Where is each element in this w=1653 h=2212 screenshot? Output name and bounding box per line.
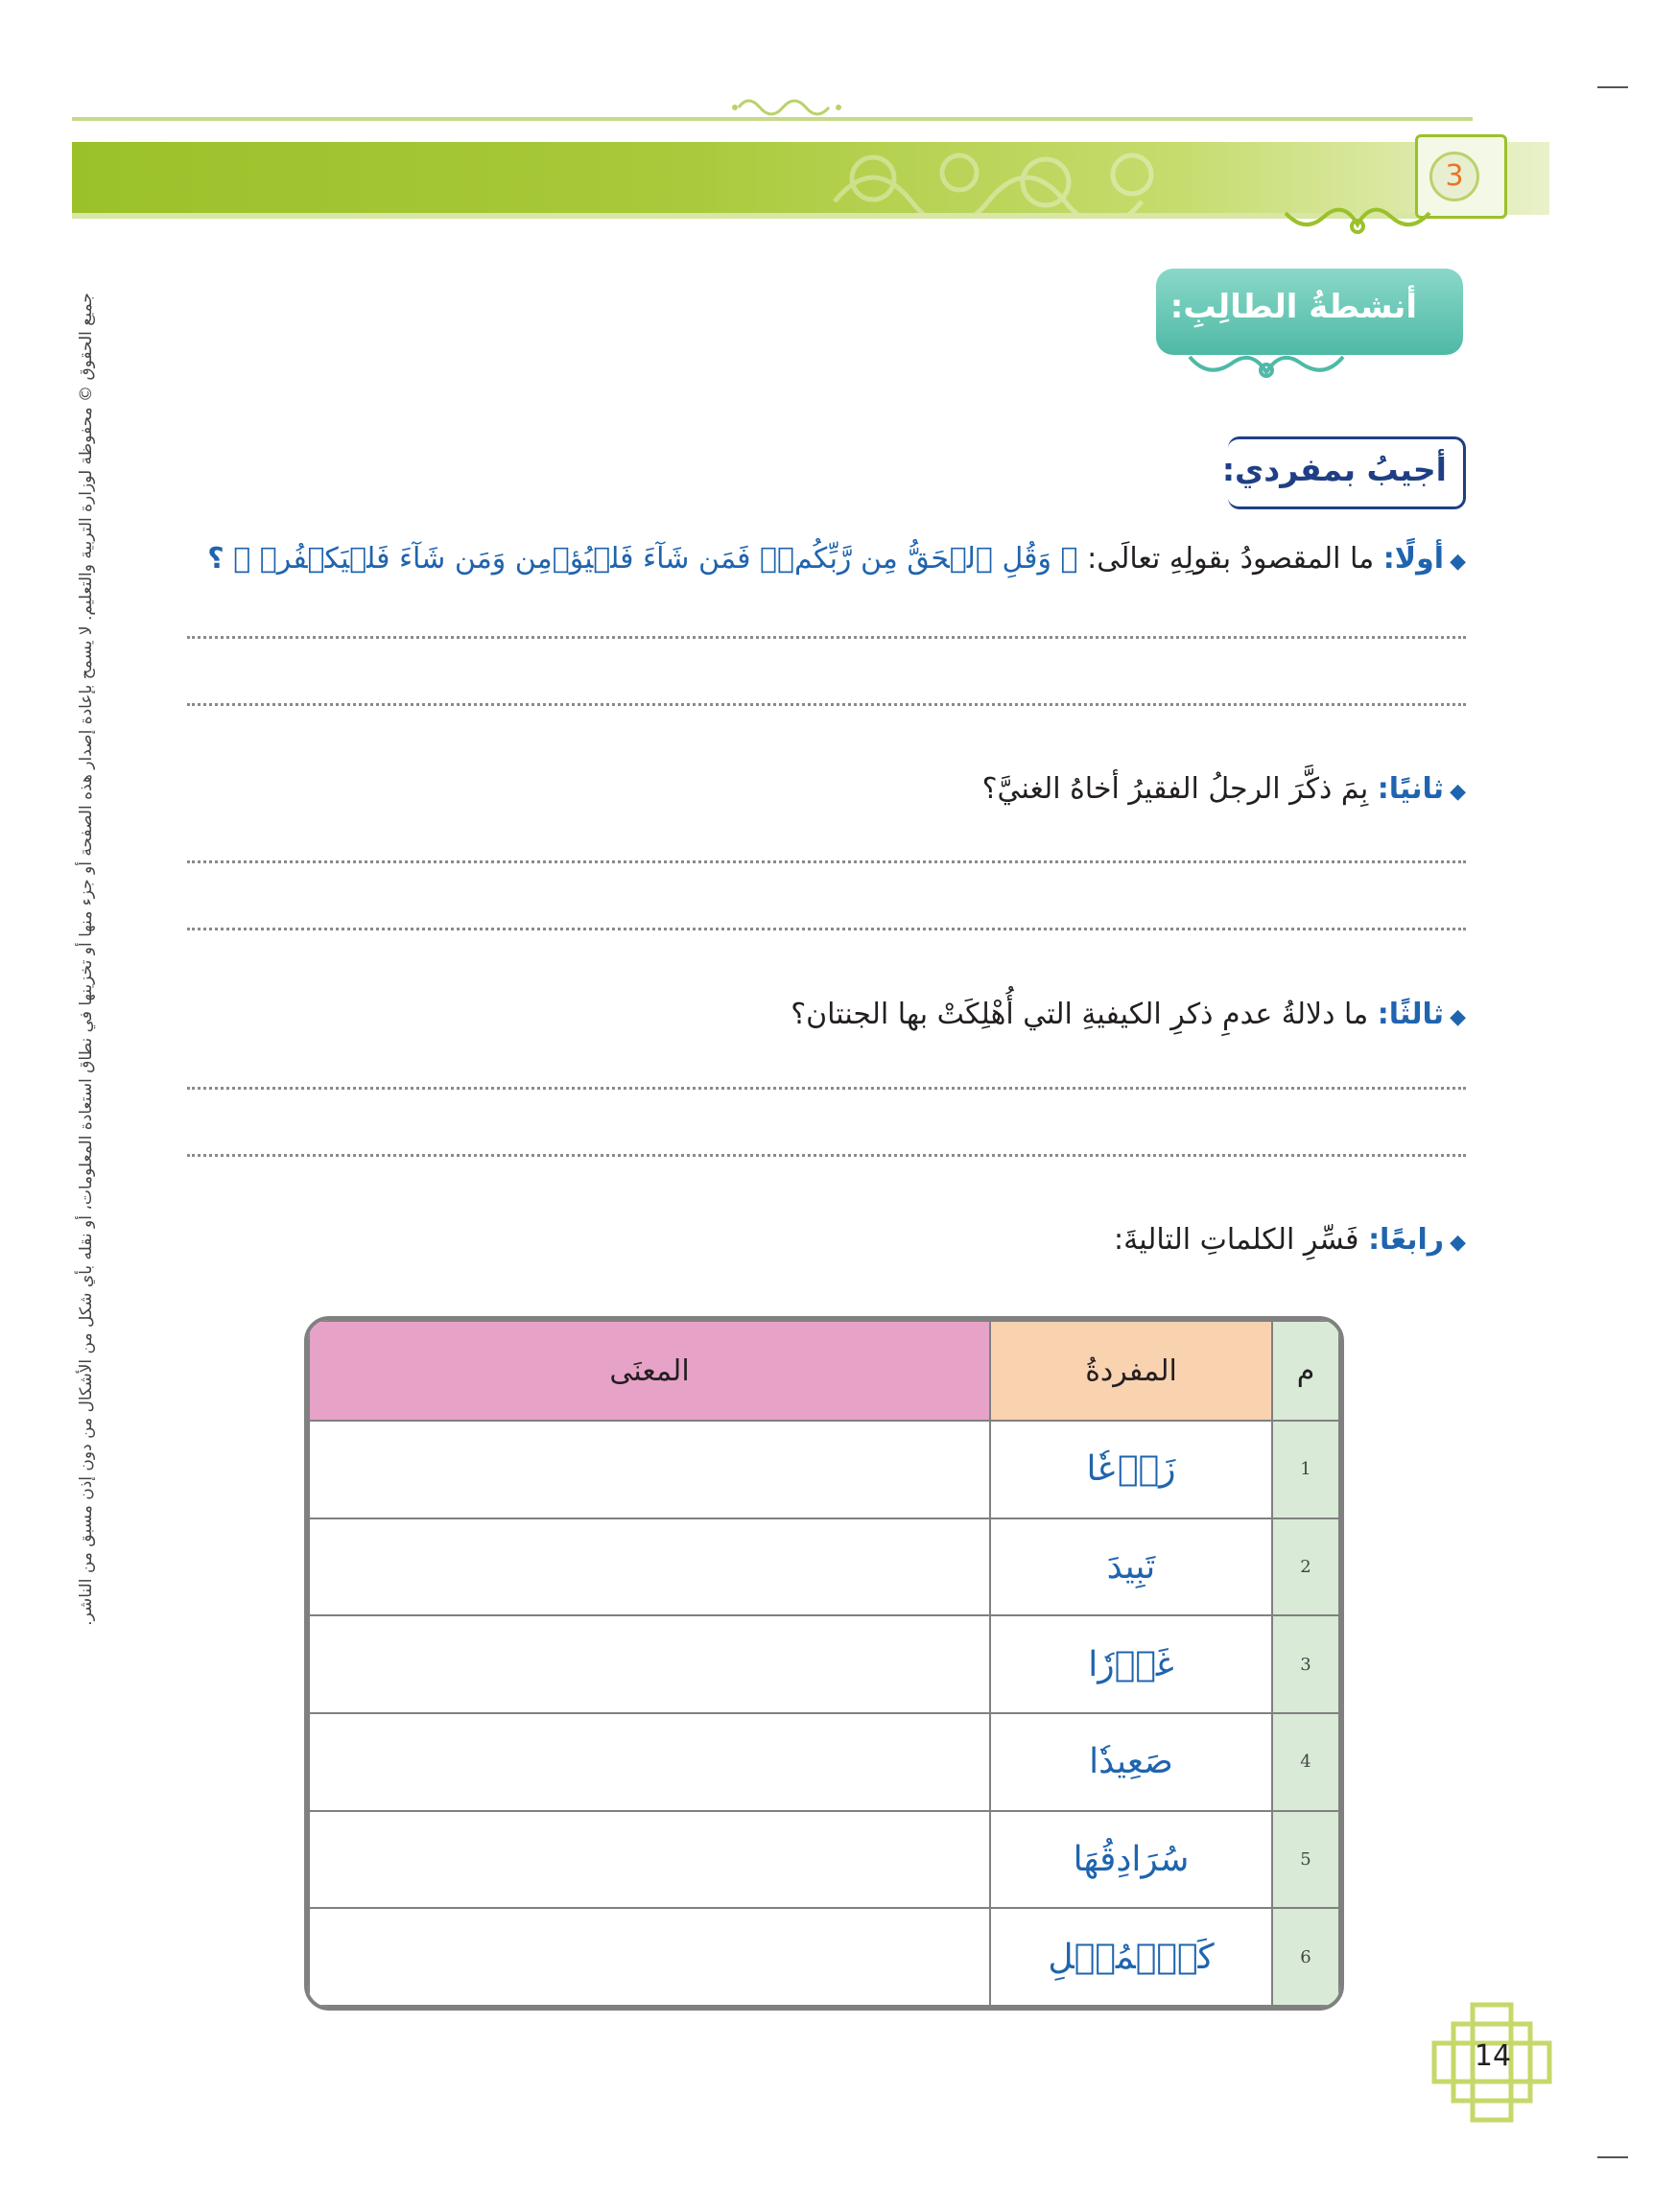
table-row bbox=[309, 1811, 1339, 1909]
answer-line[interactable] bbox=[187, 860, 1466, 863]
bullet-diamond-icon: ◆ bbox=[1450, 550, 1466, 574]
row-meaning-cell[interactable] bbox=[309, 1518, 990, 1616]
header-swirl-pattern-icon bbox=[815, 144, 1218, 213]
row-word: غَوۡرٗا bbox=[990, 1615, 1272, 1713]
table-row bbox=[309, 1518, 1339, 1616]
table-row bbox=[309, 1421, 1339, 1518]
answer-line[interactable] bbox=[187, 636, 1466, 639]
row-number: 4 bbox=[1272, 1713, 1339, 1811]
question-1-tail: ؟ bbox=[207, 542, 224, 576]
row-number: 3 bbox=[1272, 1615, 1339, 1713]
row-number: 6 bbox=[1272, 1908, 1339, 2006]
row-word: تَبِيدَ bbox=[990, 1518, 1272, 1616]
table-row bbox=[309, 1615, 1339, 1713]
header-band-shadow bbox=[72, 213, 1482, 219]
question-3 bbox=[791, 998, 1466, 1031]
row-meaning-cell[interactable] bbox=[309, 1615, 990, 1713]
table-row bbox=[309, 1908, 1339, 2006]
question-1-text: ما المقصودُ بقولِهِ تعالَى: bbox=[1087, 542, 1375, 576]
row-word: صَعِيدٗا bbox=[990, 1713, 1272, 1811]
question-1 bbox=[207, 542, 1466, 576]
row-word: سُرَادِقُهَا bbox=[990, 1811, 1272, 1909]
bullet-diamond-icon: ◆ bbox=[1450, 1231, 1466, 1255]
page-number: 14 bbox=[1474, 2039, 1512, 2073]
answer-line[interactable] bbox=[187, 1087, 1466, 1090]
header-word: المفردةُ bbox=[990, 1321, 1272, 1421]
answer-line[interactable] bbox=[187, 703, 1466, 706]
question-3-text: ما دلالةُ عدمِ ذكرِ الكيفيةِ التي أُهْلِكَتْ بها الجنتان؟ bbox=[791, 998, 1369, 1031]
question-4-text: فَسِّرِ الكلماتِ التاليةَ: bbox=[1114, 1223, 1359, 1257]
unit-flourish-icon bbox=[1276, 201, 1439, 236]
question-1-verse: ﴿ وَقُلِ ٱلۡحَقُّ مِن رَّبِّكُمۡۖ فَمَن شَآءَ فَلۡيُؤۡمِن وَمَن شَآءَ فَلۡيَكۡفُرۡ ﴾ bbox=[233, 542, 1078, 576]
crop-mark bbox=[1597, 2156, 1628, 2158]
question-2 bbox=[982, 772, 1466, 806]
row-word: كَٱلۡمُهۡلِ bbox=[990, 1908, 1272, 2006]
row-meaning-cell[interactable] bbox=[309, 1421, 990, 1518]
question-2-text: بِمَ ذكَّرَ الرجلُ الفقيرُ أخاهُ الغنيَّ؟ bbox=[981, 772, 1369, 806]
header-meaning: المعنَى bbox=[309, 1321, 990, 1421]
row-meaning-cell[interactable] bbox=[309, 1713, 990, 1811]
vocab-table bbox=[304, 1316, 1344, 2011]
crop-mark bbox=[1597, 86, 1628, 88]
copyright-notice: جميع الحقوق © محفوظة لوزارة التربية والتعليم. لا يسمح بإعادة إصدار هذه الصفحة أو جزء منها أو تخزينها في نطاق استعادة المعلومات، أو نقله بأي شكل من الأشكال من دون إذن مسبق من الناشر. bbox=[77, 293, 96, 1626]
row-number: 2 bbox=[1272, 1518, 1339, 1616]
activity-badge bbox=[1156, 269, 1463, 355]
activity-ornament-icon bbox=[1180, 347, 1353, 382]
header-number: م bbox=[1272, 1321, 1339, 1421]
row-meaning-cell[interactable] bbox=[309, 1908, 990, 2006]
answer-line[interactable] bbox=[187, 928, 1466, 930]
row-number: 5 bbox=[1272, 1811, 1339, 1909]
answer-prompt: أجيبُ بمفردي: bbox=[1221, 451, 1447, 488]
question-1-lead: أولًا: bbox=[1382, 542, 1445, 576]
row-word: زَرۡعٗا bbox=[990, 1421, 1272, 1518]
bullet-diamond-icon: ◆ bbox=[1450, 780, 1466, 804]
table-header-row bbox=[309, 1321, 1339, 1421]
answer-line[interactable] bbox=[187, 1154, 1466, 1157]
table-row bbox=[309, 1713, 1339, 1811]
header-ornament-icon bbox=[729, 88, 844, 127]
question-2-lead: ثانيًا: bbox=[1377, 772, 1445, 806]
question-4 bbox=[1114, 1223, 1466, 1257]
activity-title: أنشطةُ الطالِبِ: bbox=[1169, 288, 1417, 326]
unit-number-badge: 3 bbox=[1429, 152, 1479, 201]
question-4-lead: رابعًا: bbox=[1368, 1223, 1445, 1257]
question-3-lead: ثالثًا: bbox=[1377, 998, 1445, 1031]
bullet-diamond-icon: ◆ bbox=[1450, 1005, 1466, 1029]
row-number: 1 bbox=[1272, 1421, 1339, 1518]
row-meaning-cell[interactable] bbox=[309, 1811, 990, 1909]
